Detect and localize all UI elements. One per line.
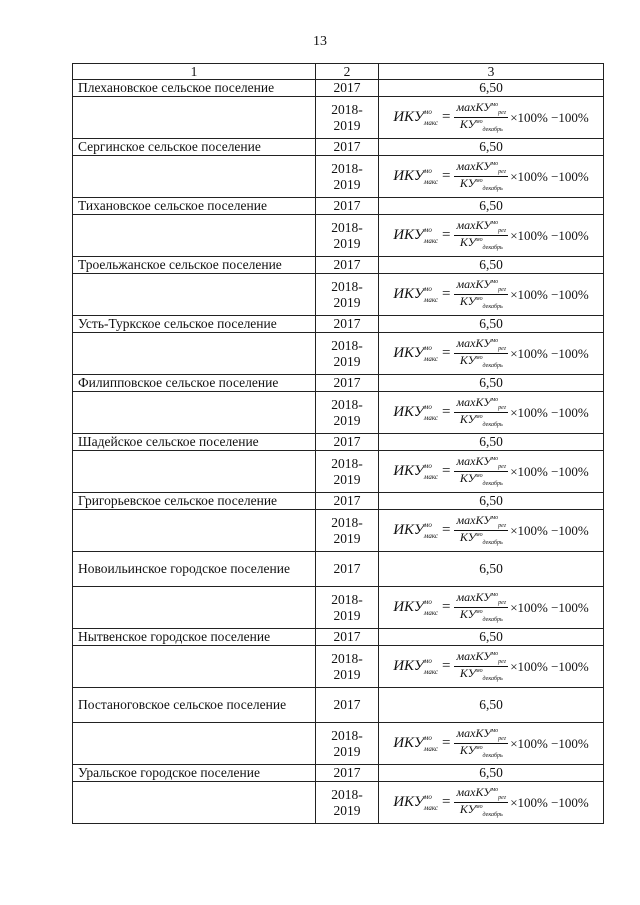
year-2018-2019-cell: 2018-2019: [316, 782, 379, 824]
index-value-cell: 6,50: [379, 688, 604, 723]
index-value-cell: 6,50: [379, 552, 604, 587]
empty-name-cell: [73, 392, 316, 434]
formula-row: [73, 333, 604, 375]
settlement-name: Сергинское сельское поселение: [73, 139, 316, 156]
year-2017-cell: 2017: [316, 765, 379, 782]
year-2018-2019-cell: 2018-2019: [316, 510, 379, 552]
settlement-row: [73, 257, 604, 274]
formula-row: [73, 587, 604, 629]
year-2018-2019-cell: 2018-2019: [316, 274, 379, 316]
settlement-name: Григорьевское сельское поселение: [73, 493, 316, 510]
index-formula: $ИКУ^{мо}_{макс}$ = $\frac{махКУ^{мо}_{рег}}{КУ^{мо}_{декабрь}}$ ×100% −100%: [393, 336, 589, 369]
empty-name-cell: [73, 723, 316, 765]
year-2017-cell: 2017: [316, 139, 379, 156]
formula-cell: [379, 215, 604, 257]
index-formula: $ИКУ^{мо}_{макс}$ = $\frac{махКУ^{мо}_{рег}}{КУ^{мо}_{декабрь}}$ ×100% −100%: [393, 649, 589, 682]
year-2017-cell: 2017: [316, 198, 379, 215]
year-2018-2019-cell: 2018-2019: [316, 215, 379, 257]
index-formula: $ИКУ^{мо}_{макс}$ = $\frac{махКУ^{мо}_{рег}}{КУ^{мо}_{декабрь}}$ ×100% −100%: [393, 159, 589, 192]
year-2018-2019-cell: 2018-2019: [316, 646, 379, 688]
index-value-cell: 6,50: [379, 198, 604, 215]
year-2017-cell: 2017: [316, 552, 379, 587]
formula-cell: [379, 274, 604, 316]
settlement-row: [73, 629, 604, 646]
formula-cell: [379, 587, 604, 629]
empty-name-cell: [73, 782, 316, 824]
year-2017-cell: 2017: [316, 375, 379, 392]
index-formula: $ИКУ^{мо}_{макс}$ = $\frac{махКУ^{мо}_{рег}}{КУ^{мо}_{декабрь}}$ ×100% −100%: [393, 277, 589, 310]
year-2017-cell: 2017: [316, 257, 379, 274]
year-2017-cell: 2017: [316, 80, 379, 97]
formula-row: [73, 215, 604, 257]
year-2018-2019-cell: 2018-2019: [316, 333, 379, 375]
formula-cell: [379, 156, 604, 198]
settlement-row: [73, 80, 604, 97]
formula-row: [73, 156, 604, 198]
settlement-row: [73, 375, 604, 392]
index-formula: $ИКУ^{мо}_{макс}$ = $\frac{махКУ^{мо}_{рег}}{КУ^{мо}_{декабрь}}$ ×100% −100%: [393, 726, 589, 759]
index-formula: $ИКУ^{мо}_{макс}$ = $\frac{махКУ^{мо}_{рег}}{КУ^{мо}_{декабрь}}$ ×100% −100%: [393, 590, 589, 623]
column-header-2: 2: [316, 64, 379, 80]
index-value-cell: 6,50: [379, 493, 604, 510]
formula-fraction: $\frac{махКУ^{мо}_{рег}}{КУ^{мо}_{декабрь}}$: [456, 649, 507, 682]
formula-fraction: $\frac{махКУ^{мо}_{рег}}{КУ^{мо}_{декабрь}}$: [456, 336, 507, 369]
formula-fraction: $\frac{махКУ^{мо}_{рег}}{КУ^{мо}_{декабрь}}$: [456, 395, 507, 428]
settlement-name: Филипповское сельское поселение: [73, 375, 316, 392]
formula-fraction: $\frac{махКУ^{мо}_{рег}}{КУ^{мо}_{декабрь}}$: [456, 159, 507, 192]
formula-row: [73, 392, 604, 434]
formula-row: [73, 510, 604, 552]
settlement-row: [73, 198, 604, 215]
formula-row: [73, 451, 604, 493]
settlement-name: Новоильинское городское поселение: [73, 552, 316, 587]
formula-row: [73, 646, 604, 688]
formula-fraction: $\frac{махКУ^{мо}_{рег}}{КУ^{мо}_{декабрь}}$: [456, 726, 507, 759]
settlement-name: Постаноговское сельское поселение: [73, 688, 316, 723]
index-value-cell: 6,50: [379, 316, 604, 333]
settlement-row: [73, 552, 604, 587]
formula-cell: [379, 97, 604, 139]
index-value-cell: 6,50: [379, 257, 604, 274]
year-2018-2019-cell: 2018-2019: [316, 451, 379, 493]
table-header-row: [73, 64, 604, 80]
settlement-name: Плехановское сельское поселение: [73, 80, 316, 97]
formula-cell: [379, 333, 604, 375]
formula-row: [73, 274, 604, 316]
index-value-cell: 6,50: [379, 629, 604, 646]
settlement-row: [73, 765, 604, 782]
index-value-cell: 6,50: [379, 434, 604, 451]
formula-fraction: $\frac{махКУ^{мо}_{рег}}{КУ^{мо}_{декабрь}}$: [456, 100, 507, 133]
settlement-name: Уральское городское поселение: [73, 765, 316, 782]
index-value-cell: 6,50: [379, 375, 604, 392]
settlement-row: [73, 139, 604, 156]
formula-cell: [379, 646, 604, 688]
empty-name-cell: [73, 587, 316, 629]
table-body: [73, 80, 604, 824]
index-formula: $ИКУ^{мо}_{макс}$ = $\frac{махКУ^{мо}_{рег}}{КУ^{мо}_{декабрь}}$ ×100% −100%: [393, 395, 589, 428]
year-2018-2019-cell: 2018-2019: [316, 392, 379, 434]
settlement-name: Тихановское сельское поселение: [73, 198, 316, 215]
index-formula: $ИКУ^{мо}_{макс}$ = $\frac{махКУ^{мо}_{рег}}{КУ^{мо}_{декабрь}}$ ×100% −100%: [393, 513, 589, 546]
formula-cell: [379, 451, 604, 493]
settlement-name: Шадейское сельское поселение: [73, 434, 316, 451]
empty-name-cell: [73, 451, 316, 493]
column-header-1: 1: [73, 64, 316, 80]
empty-name-cell: [73, 333, 316, 375]
empty-name-cell: [73, 646, 316, 688]
settlement-row: [73, 434, 604, 451]
year-2018-2019-cell: 2018-2019: [316, 587, 379, 629]
formula-cell: [379, 723, 604, 765]
formula-row: [73, 782, 604, 824]
page-number: 13: [313, 34, 327, 49]
formula-cell: [379, 510, 604, 552]
settlement-name: Нытвенское городское поселение: [73, 629, 316, 646]
index-formula: $ИКУ^{мо}_{макс}$ = $\frac{махКУ^{мо}_{рег}}{КУ^{мо}_{декабрь}}$ ×100% −100%: [393, 100, 589, 133]
formula-fraction: $\frac{махКУ^{мо}_{рег}}{КУ^{мо}_{декабрь}}$: [456, 454, 507, 487]
settlement-name: Троельжанское сельское поселение: [73, 257, 316, 274]
year-2017-cell: 2017: [316, 629, 379, 646]
empty-name-cell: [73, 215, 316, 257]
settlement-row: [73, 688, 604, 723]
index-formula: $ИКУ^{мо}_{макс}$ = $\frac{махКУ^{мо}_{рег}}{КУ^{мо}_{декабрь}}$ ×100% −100%: [393, 454, 589, 487]
year-2017-cell: 2017: [316, 316, 379, 333]
tariff-table: [72, 63, 604, 824]
settlement-name: Усть-Туркское сельское поселение: [73, 316, 316, 333]
index-value-cell: 6,50: [379, 139, 604, 156]
year-2017-cell: 2017: [316, 434, 379, 451]
year-2018-2019-cell: 2018-2019: [316, 97, 379, 139]
formula-cell: [379, 782, 604, 824]
empty-name-cell: [73, 510, 316, 552]
empty-name-cell: [73, 97, 316, 139]
formula-row: [73, 723, 604, 765]
index-value-cell: 6,50: [379, 765, 604, 782]
year-2018-2019-cell: 2018-2019: [316, 723, 379, 765]
index-value-cell: 6,50: [379, 80, 604, 97]
year-2017-cell: 2017: [316, 493, 379, 510]
year-2017-cell: 2017: [316, 688, 379, 723]
formula-fraction: $\frac{махКУ^{мо}_{рег}}{КУ^{мо}_{декабрь}}$: [456, 513, 507, 546]
formula-fraction: $\frac{махКУ^{мо}_{рег}}{КУ^{мо}_{декабрь}}$: [456, 590, 507, 623]
column-header-3: 3: [379, 64, 604, 80]
empty-name-cell: [73, 156, 316, 198]
formula-fraction: $\frac{махКУ^{мо}_{рег}}{КУ^{мо}_{декабрь}}$: [456, 785, 507, 818]
settlement-row: [73, 316, 604, 333]
formula-cell: [379, 392, 604, 434]
empty-name-cell: [73, 274, 316, 316]
formula-fraction: $\frac{махКУ^{мо}_{рег}}{КУ^{мо}_{декабрь}}$: [456, 277, 507, 310]
index-formula: $ИКУ^{мо}_{макс}$ = $\frac{махКУ^{мо}_{рег}}{КУ^{мо}_{декабрь}}$ ×100% −100%: [393, 785, 589, 818]
index-formula: $ИКУ^{мо}_{макс}$ = $\frac{махКУ^{мо}_{рег}}{КУ^{мо}_{декабрь}}$ ×100% −100%: [393, 218, 589, 251]
formula-row: [73, 97, 604, 139]
year-2018-2019-cell: 2018-2019: [316, 156, 379, 198]
settlement-row: [73, 493, 604, 510]
formula-fraction: $\frac{махКУ^{мо}_{рег}}{КУ^{мо}_{декабрь}}$: [456, 218, 507, 251]
